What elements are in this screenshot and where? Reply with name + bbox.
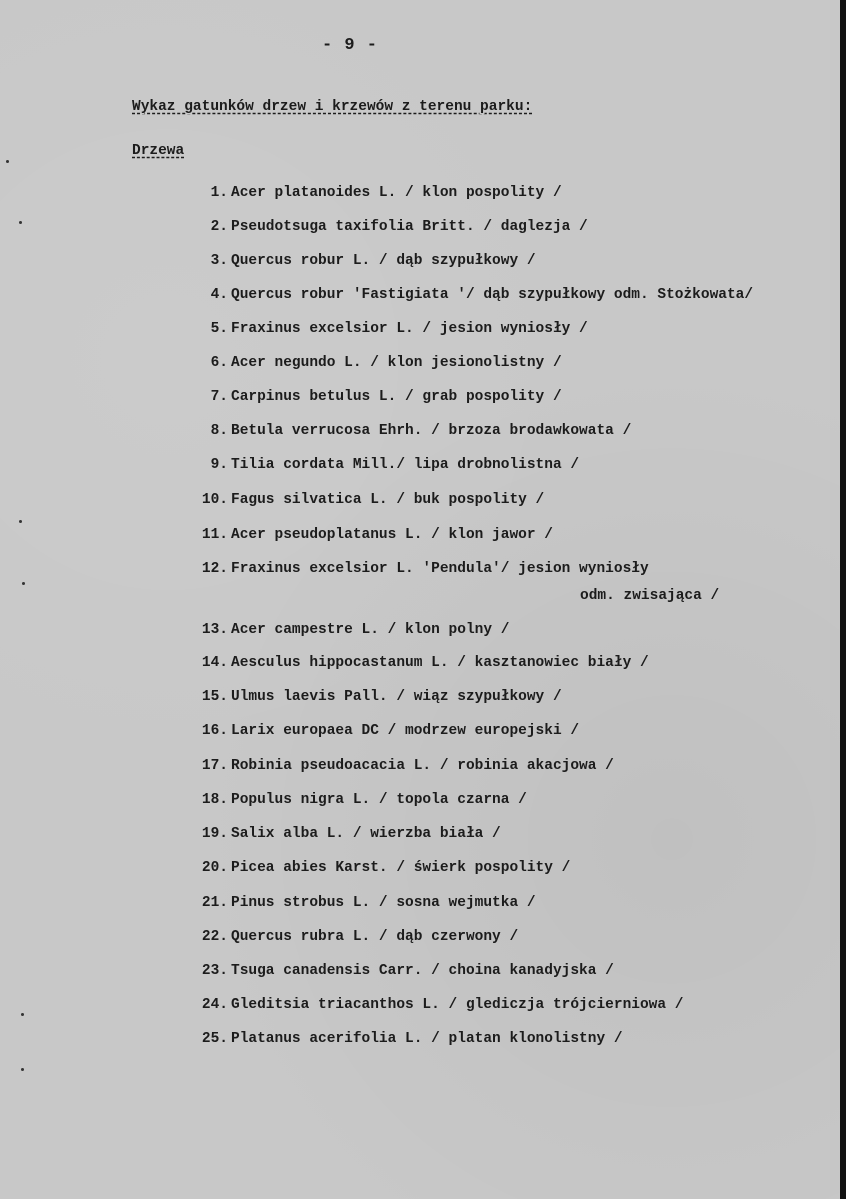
item-number: 17. (201, 758, 228, 774)
item-number: 24. (201, 997, 228, 1013)
item-number: 1. (210, 185, 228, 201)
item-text: Tsuga canadensis Carr. / choina kanadyjska / (231, 963, 614, 979)
item-text: Betula verrucosa Ehrh. / brzoza brodawkowata / (231, 423, 632, 439)
item-number: 16. (201, 723, 228, 739)
list-item (188, 253, 536, 269)
list-item (188, 997, 683, 1013)
item-text: Ulmus laevis Pall. / wiąz szypułkowy / (231, 689, 562, 705)
list-item (188, 423, 631, 439)
list-item (188, 561, 720, 604)
list-item (188, 689, 562, 705)
list-item (188, 929, 518, 945)
item-text: Aesculus hippocastanum L. / kasztanowiec biały / (231, 655, 649, 671)
item-number: 18. (201, 792, 228, 808)
item-text: Quercus robur L. / dąb szypułkowy / (231, 253, 536, 269)
list-item (188, 355, 562, 371)
item-number: 23. (201, 963, 228, 979)
scan-edge (840, 0, 846, 1199)
item-number: 13. (201, 622, 228, 638)
item-text: Fraxinus excelsior L. / jesion wyniosły / (231, 321, 588, 337)
margin-speck (21, 1068, 24, 1071)
list-item (188, 457, 579, 473)
list-item (188, 622, 509, 638)
item-number: 4. (210, 287, 228, 303)
item-text: Acer campestre L. / klon polny / (231, 622, 510, 638)
list-item (188, 758, 614, 774)
item-number: 5. (210, 321, 228, 337)
item-text: Carpinus betulus L. / grab pospolity / (231, 389, 562, 405)
list-item (188, 389, 562, 405)
item-text: Quercus robur 'Fastigiata '/ dąb szypułkowy odm. Stożkowata/ (231, 287, 754, 303)
margin-speck (22, 582, 25, 585)
list-item (188, 1031, 623, 1047)
list-item (188, 792, 527, 808)
list-item (188, 963, 614, 979)
item-number: 14. (201, 655, 228, 671)
item-text: Acer pseudoplatanus L. / klon jawor / (231, 527, 553, 543)
item-number: 11. (201, 527, 228, 543)
page-number: - 9 - (321, 36, 378, 55)
list-item (188, 860, 570, 876)
list-item (188, 219, 588, 235)
item-number: 15. (201, 689, 228, 705)
list-item (188, 287, 753, 303)
item-number: 6. (210, 355, 228, 371)
item-number: 22. (201, 929, 228, 945)
item-number: 10. (201, 492, 228, 508)
item-number: 9. (210, 457, 228, 473)
item-text: Gleditsia triacanthos L. / glediczja trójcierniowa / (231, 997, 684, 1013)
margin-speck (19, 221, 22, 224)
item-number: 20. (201, 860, 228, 876)
item-text: Fraxinus excelsior L. 'Pendula'/ jesion wyniosły (231, 561, 649, 577)
item-text: Salix alba L. / wierzba biała / (231, 826, 501, 842)
item-continuation: odm. zwisająca / (580, 588, 720, 604)
item-number: 3. (210, 253, 228, 269)
item-number: 21. (201, 895, 228, 911)
item-number: 25. (201, 1031, 228, 1047)
item-number: 19. (201, 826, 228, 842)
item-number: 7. (210, 389, 228, 405)
item-number: 2. (210, 219, 228, 235)
list-item (188, 655, 649, 671)
item-text: Acer platanoides L. / klon pospolity / (231, 185, 562, 201)
list-item (188, 723, 579, 739)
item-text: Fagus silvatica L. / buk pospolity / (231, 492, 545, 508)
document-title: Wykaz gatunków drzew i krzewów z terenu parku: (132, 99, 533, 115)
item-text: Tilia cordata Mill./ lipa drobnolistna / (231, 457, 580, 473)
list-item (188, 895, 536, 911)
item-text: Acer negundo L. / klon jesionolistny / (231, 355, 562, 371)
list-item (188, 527, 553, 543)
item-text: Picea abies Karst. / świerk pospolity / (231, 860, 571, 876)
margin-speck (6, 160, 9, 163)
margin-speck (19, 520, 22, 523)
item-text: Pseudotsuga taxifolia Britt. / daglezja / (231, 219, 588, 235)
item-number: 12. (201, 561, 228, 577)
item-text: Robinia pseudoacacia L. / robinia akacjowa / (231, 758, 614, 774)
item-text: Quercus rubra L. / dąb czerwony / (231, 929, 519, 945)
list-item (188, 321, 588, 337)
margin-speck (21, 1013, 24, 1016)
item-text: Platanus acerifolia L. / platan klonolistny / (231, 1031, 623, 1047)
list-item (188, 185, 562, 201)
item-number: 8. (210, 423, 228, 439)
list-item (188, 492, 544, 508)
list-item (188, 826, 501, 842)
section-heading: Drzewa (132, 143, 185, 159)
item-text: Larix europaea DC / modrzew europejski / (231, 723, 580, 739)
item-text: Populus nigra L. / topola czarna / (231, 792, 527, 808)
item-text: Pinus strobus L. / sosna wejmutka / (231, 895, 536, 911)
